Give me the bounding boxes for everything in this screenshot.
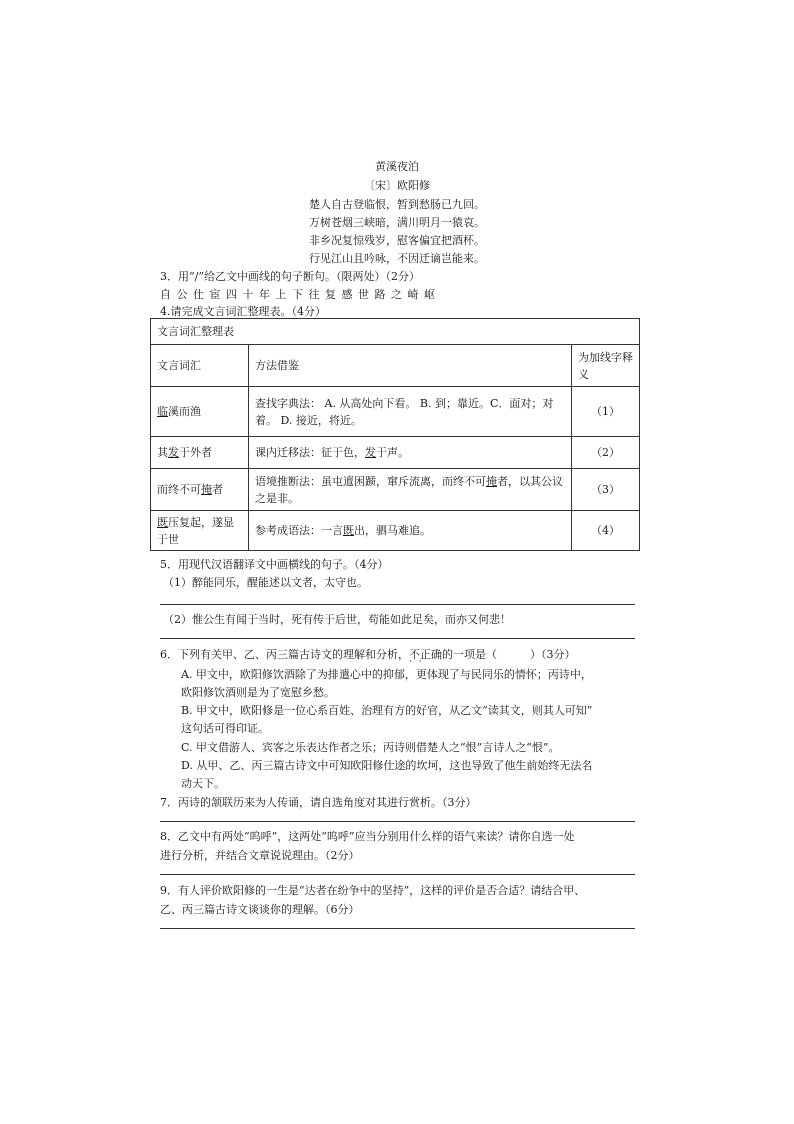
answer-line[interactable] (160, 874, 635, 875)
answer-line[interactable] (160, 821, 635, 822)
table-cell-method: 参考成语法：一言既出，驷马难追。 (249, 511, 572, 551)
question-4: 4.请完成文言词汇整理表。（4分） (160, 305, 326, 318)
option-b-cont: 这句话可得印证。 (181, 722, 269, 735)
poem-title: 黄溪夜泊 (375, 160, 419, 173)
q6-emphasis: 不正确 · · (409, 648, 442, 661)
table-cell-word: 其发于外者 (151, 437, 249, 469)
question-8: 8．乙文中有两处“呜呼”，这两处“呜呼”应当分别用什么样的语气来读？请你自选一处 (160, 830, 575, 843)
table-header: 文言词汇 (151, 345, 249, 387)
poem-line: 楚人自古登临恨，暂到愁肠已九回。 (309, 198, 485, 211)
answer-line[interactable] (160, 604, 635, 605)
table-header: 为加线字释义 (572, 345, 640, 387)
option-d-cont: 动天下。 (181, 777, 225, 790)
table-cell-answer[interactable]: （3） (572, 469, 640, 511)
table-cell-answer[interactable]: （4） (572, 511, 640, 551)
q6-text: 的一项是（ ）（3分） (442, 648, 576, 661)
option-c[interactable]: C. 甲文借游人、宾客之乐表达作者之乐；丙诗则借楚人之“恨”言诗人之“恨”。 (181, 741, 560, 754)
table-cell-answer[interactable]: （1） (572, 387, 640, 437)
table-cell-method: 查找字典法： A. 从高处向下看。 B. 到；靠近。C．面对；对着。 D. 接近，将近。 (249, 387, 572, 437)
table-header: 方法借鉴 (249, 345, 572, 387)
poem-line: 行见江山且吟咏，不因迁谪岂能来。 (309, 252, 485, 265)
q5-item: （1）醉能同乐，醒能述以文者，太守也。 (163, 576, 368, 589)
answer-line[interactable] (160, 928, 635, 929)
poem-line: 非乡况复惊残岁，慰客偏宜把酒杯。 (309, 234, 485, 247)
question-9: 9．有人评价欧阳修的一生是“达者在纷争中的坚持”，这样的评价是否合适？请结合甲、 (160, 884, 586, 897)
q3-sentence: 自 公 仕 宦 四 十 年 上 下 往 复 感 世 路 之 崎 岖 (160, 288, 436, 301)
question-7: 7．丙诗的颔联历来为人传诵，请自选角度对其进行赏析。（3分） (160, 796, 477, 809)
table-cell-word: 而终不可掩者 (151, 469, 249, 511)
vocab-table (150, 318, 640, 551)
question-9-cont: 乙、丙三篇古诗文谈谈你的理解。（6分） (160, 903, 360, 916)
question-8-cont: 进行分析，并结合文章说说理由。（2分） (160, 849, 360, 862)
table-cell-method: 语境推断法：虽屯邅困踬，窜斥流离，而终不可掩者，以其公议之是非。 (249, 469, 572, 511)
poem-line: 万树苍烟三峡暗，满川明月一猿哀。 (309, 216, 485, 229)
table-cell-answer[interactable]: （2） (572, 437, 640, 469)
question-3: 3．用“/”给乙文中画线的句子断句。（限两处）（2分） (160, 270, 420, 283)
q6-text: 6．下列有关甲、乙、丙三篇古诗文的理解和分析， (160, 648, 409, 661)
option-a[interactable]: A. 甲文中，欧阳修饮酒除了为排遣心中的抑郁，更体现了与民同乐的情怀；丙诗中， (181, 668, 592, 681)
answer-line[interactable] (160, 638, 635, 639)
option-b[interactable]: B. 甲文中，欧阳修是一位心系百姓、治理有方的好官，从乙文“读其文，则其人可知” (181, 704, 593, 717)
poem-author: 〔宋〕欧阳修 (364, 179, 430, 192)
option-a-cont: 欧阳修饮酒则是为了宽慰乡愁。 (181, 686, 335, 699)
table-caption: 文言词汇整理表 (151, 319, 640, 345)
q5-item: （2）惟公生有闻于当时，死有传于后世，苟能如此足矣，而亦又何悲！ (163, 613, 511, 626)
table-cell-method: 课内迁移法：征于色，发于声。 (249, 437, 572, 469)
option-d[interactable]: D. 从甲、乙、丙三篇古诗文中可知欧阳修仕途的坎坷，这也导致了他生前始终无法名 (181, 759, 593, 772)
table-cell-word: 既压复起，遂显于世 (151, 511, 249, 551)
table-cell-word: 临溪而渔 (151, 387, 249, 437)
question-6 (160, 646, 576, 662)
question-5: 5．用现代汉语翻译文中画横线的句子。（4分） (160, 558, 389, 571)
